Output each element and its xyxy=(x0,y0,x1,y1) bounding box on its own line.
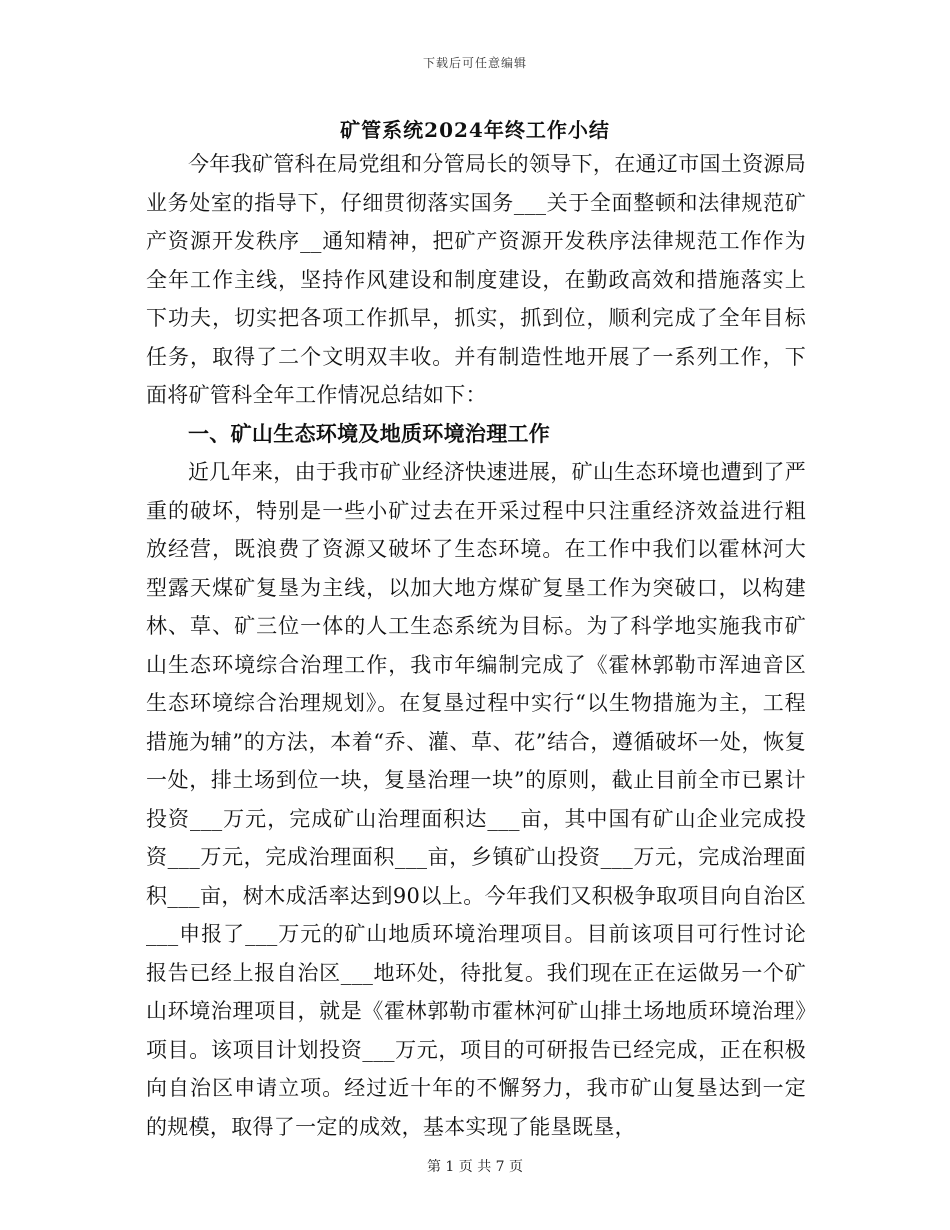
document-body xyxy=(146,145,806,1146)
section-paragraph: 近几年来，由于我市矿业经济快速进展，矿山生态环境也遭到了严重的破坏，特别是一些小矿过去在开采过程中只注重经济效益进行粗放经营，既浪费了资源又破坏了生态环境。在工作中我们以霍林河大型露天煤矿复垦为主线，以加大地方煤矿复垦工作为突破口，以构建林、草、矿三位一体的人工生态系统为目标。为了科学地实施我市矿山生态环境综合治理工作，我市年编制完成了《霍林郭勒市浑迪音区生态环境综合治理规划》。在复垦过程中实行“以生物措施为主，工程措施为辅”的方法，本着“乔、灌、草、花”结合，遵循破坏一处，恢复一处，排土场到位一块，复垦治理一块”的原则，截止目前全市已累计投资___万元，完成矿山治理面积达___亩，其中国有矿山企业完成投资___万元，完成治理面积___亩，乡镇矿山投资___万元，完成治理面积___亩，树木成活率达到90以上。今年我们又积极争取项目向自治区___申报了___万元的矿山地质环境治理项目。目前该项目可行性讨论报告已经上报自治区___地环处，待批复。我们现在正在运做另一个矿山环境治理项目，就是《霍林郭勒市霍林河矿山排土场地质环境治理》项目。该项目计划投资___万元，项目的可研报告已经完成，正在积极向自治区申请立项。经过近十年的不懈努力，我市矿山复垦达到一定的规模，取得了一定的成效，基本实现了能垦既垦， xyxy=(146,460,806,1139)
section-heading: 一、矿山生态环境及地质环境治理工作 xyxy=(188,420,551,446)
header-note: 下载后可任意编辑 xyxy=(422,56,527,70)
document-title: 矿管系统2024年终工作小结 xyxy=(340,118,610,142)
intro-paragraph: 今年我矿管科在局党组和分管局长的领导下，在通辽市国土资源局业务处室的指导下，仔细贯彻落实国务___关于全面整顿和法律规范矿产资源开发秩序__通知精神，把矿产资源开发秩序法律规范工作作为全年工作主线，坚持作风建设和制度建设，在勤政高效和措施落实上下功夫，切实把各项工作抓早，抓实，抓到位，顺利完成了全年目标任务，取得了二个文明双丰收。并有制造性地开展了一系列工作，下面将矿管科全年工作情况总结如下： xyxy=(146,152,806,407)
page-number: 第 1 页 共 7 页 xyxy=(426,1159,524,1175)
